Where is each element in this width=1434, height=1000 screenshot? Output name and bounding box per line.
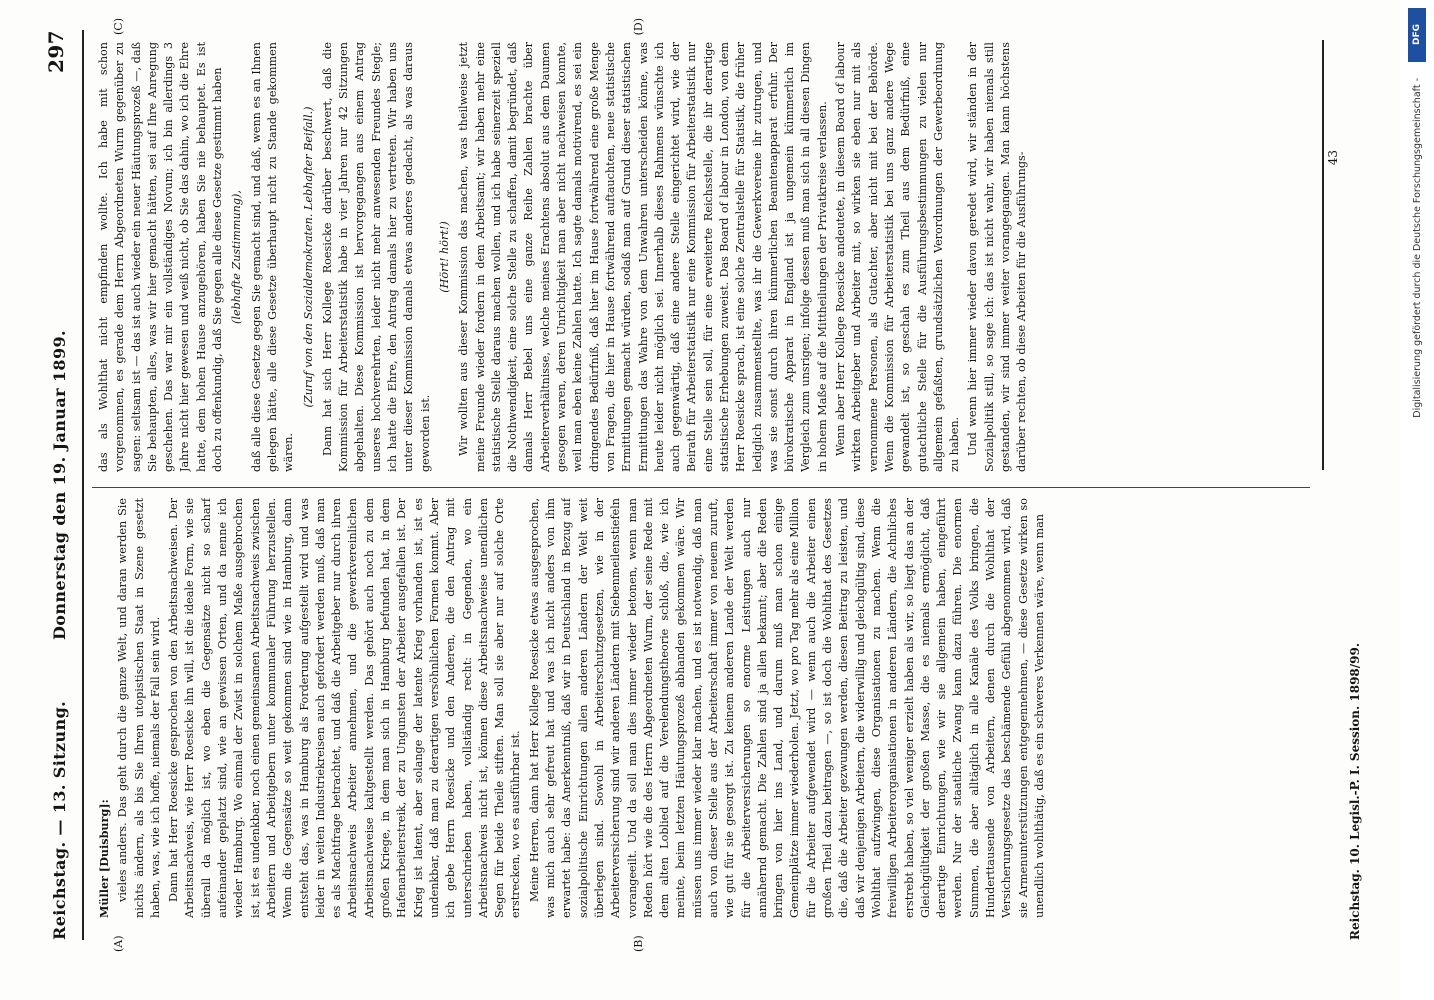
credit-text: Digitalisierung gefördert durch die Deutsche Forschungsgemeinschaft - (1412, 78, 1423, 418)
page-number: 297 (44, 30, 68, 73)
margin-letter-c: (C) (112, 18, 125, 35)
right-column (96, 42, 1290, 472)
paragraph: Dann hat Herr Roesicke gesprochen von den Arbeitsnachweisen. Der Arbeitsnachweis, wie Herr Roesicke ihn will, ist die ideale Form, wie sie überall da möglich ist, wo eben die Gegensätze nicht so scharf aufeinander geplatzt sind, wie an gewissen Orten, und da nenne ich wieder Hamburg. Wo einmal der Zwist in solchem Maße ausgebrochen ist, ist es undenkbar, noch einen gemeinsamen Arbeitsnachweis zwischen Arbeitern und Arbeitgebern unter kommunaler Führung herzustellen. Wenn die Gegensätze so weit gekommen sind wie in Hamburg, dann entsteht das, was in Hamburg als Forderung aufgestellt wird und was leider in weiten Industriekreisen auch gefordert werden muß, daß man es als Machtfrage betrachtet, und daß die Arbeitgeber nur durch ihren Arbeitsnachweis Arbeiter annehmen, und die gewerkvereinlichen Arbeitsnachweise kaltgestellt werden. Das gehört auch noch zu dem großen Kriege, in dem man sich in Hamburg befunden hat, in dem Hafenarbeiterstreik, der zu Ungunsten der Arbeiter ausgefallen ist. Der Krieg ist latent, aber solange der latente Krieg vorhanden ist, ist es undenkbar, daß man zu derartigen versöhnlichen Formen kommt. Aber ich gebe Herrn Roesicke und den Anderen, die den Antrag mit unterschrieben haben, vollständig recht: in Gegenden, wo ein Arbeitsnachweis nicht ist, können diese Arbeitsnachweise unendlichen Segen für beide Theile stiften. Man soll sie aber nur auf solche Orte erstrecken, wo es ausführbar ist. (167, 498, 523, 918)
signature-number: 43 (1326, 150, 1340, 166)
header-date: Donnerstag den 19. Januar 1899. (50, 330, 69, 640)
interjection: (Hört! hört!) (437, 221, 451, 293)
paragraph: daß alle diese Gesetze gegen Sie gemacht sind, und daß, wenn es an Ihnen gelegen hätte, alle diese Gesetze überhaupt nicht zu Stande gekommen wären. (249, 42, 296, 472)
margin-letter-a: (A) (112, 935, 125, 952)
paragraph: Dann hat sich Herr Kollege Roesicke darüber beschwert, daß die Kommission für Arbeiterstatistik habe in vier Jahren nur 42 Sitzungen abgehalten. Diese Kommission ist hervorgegangen aus einem Antrag unseres hochverehrten, leider nicht mehr anwesenden Freundes Stegle; ich hatte die Ehre, den Antrag damals hier zu vertreten. Wir haben uns unter dieser Kommission damals etwas anderes gedacht, als was daraus geworden ist. (320, 42, 432, 472)
digitization-credit (1404, 8, 1432, 992)
page-header (44, 30, 80, 940)
speaker-name: Müller [Duisburg]: (97, 799, 111, 918)
header-session: Reichstag. — 13. Sitzung. (50, 700, 69, 940)
margin-letter-b: (B) (632, 935, 645, 952)
paragraph: Und wenn hier immer wieder davon geredet wird, wir ständen in der Sozialpolitik still, so sage ich: das ist nicht wahr, wir haben niemals still gestanden, wir sind immer weiter vorangegangen. Man kann höchstens darüber rechten, ob diese Arbeiten für die Ausführungs- (966, 42, 1029, 472)
paragraph: Wenn aber Herr Kollege Roesicke andeutete, in diesem Board of labour wirkten Arbeitgeber und Arbeiter mit, so wirken sie eben nur mit als vernommene Personen, als Gutachter, aber nicht mit bei der Behörde. Wenn die Kommission für Arbeiterstatistik bei uns ganz andere Wege gewandelt ist, so geschah es zum Theil aus dem Bedürfniß, eine gutachtliche Stelle für die Ausführungsbestimmungen zu vielen nur allgemein gefaßten, grundsätzlichen Verordnungen der Gewerbeordnung zu haben. (834, 42, 962, 472)
column-divider (92, 487, 1310, 488)
bottom-rule (1322, 40, 1324, 470)
margin-letter-d: (D) (632, 18, 645, 36)
dfg-logo (1408, 8, 1426, 62)
paragraph: vieles anders. Das geht durch die ganze Welt, und daran werden Sie nichts ändern, als bis Sie Ihren utopistischen Staat in Szene gesetzt haben, was, wie ich hoffe, niemals der Fall sein wird. (116, 498, 162, 918)
header-rule (82, 30, 84, 940)
left-column (96, 498, 1290, 918)
paragraph: Wir wollten aus dieser Kommission das machen, was theilweise jetzt meine Freunde wieder fordern in dem Arbeitsamt; wir haben mehr eine statistische Stelle daraus machen wollen, und ich habe seinerzeit speziell die Nothwendigkeit, eine solche Stelle zu schaffen, damit begründet, daß damals Herr Bebel uns eine ganze Reihe Zahlen brachte über Arbeiterverhältnisse, welche meines Erachtens absolut aus dem Daumen gesogen waren, deren Unrichtigkeit man aber nicht nachweisen konnte, weil man eben keine Zahlen hatte. Ich sagte damals motivirend, es sei ein dringendes Bedürfniß, daß hier im Hause fortwährend eine große Menge von Fragen, die hier in Hause fortwährend auftauchten, neue statistische Ermittlungen gemacht würden, sodaß man auf Grund dieser statistischen Ermittlungen das Wahre von dem Unwahren unterscheiden könne, was heute leider nicht möglich sei. Innerhalb dieses Rahmens wünschte ich auch gegenwärtig, daß eine andere Stelle eingerichtet wird, wie der Beirath für Arbeiterstatistik nur eine Kommission für Arbeiterstatistik nur eine Stelle sein soll, für eine erweiterte Reichsstelle, die ihr derartige statistische Erhebungen zuweist. Das Board of labour in London, von dem Herr Roesicke sprach, ist eine solche Zentralstelle für Statistik, die früher lediglich zusammenstellte, was ihr die Gewerkvereine ihr zutrugen, und was sie sonst durch ihren kümmerlichen Beamtenapparat erfuhr. Der bürokratische Apparat in England ist ja ungemein kümmerlich im Vergleich zum unsrigen; infolge dessen muß man sich in all diesen Dingen in hohem Maße auf die Mittheilungen der Privatkreise verlassen. (457, 42, 829, 472)
paragraph: Meine Herren, dann hat Herr Kollege Roesicke etwas ausgesprochen, was mich auch sehr gefreut hat und was ich nicht anders von ihm erwartet habe: das Anerkenntniß, daß wir in Deutschland in Bezug auf sozialpolitische Einrichtungen allen anderen Ländern der Welt weit überlegen sind. Sowohl in Arbeiterschutzgesetzen, wie in der Arbeiterversicherung sind wir anderen Ländern mit Siebenmeilenstiefeln vorangeeilt. Und da soll man dies immer wieder betonen, wenn man Reden hört wie die des Herrn Abgeordneten Wurm, der seine Rede mit dem alten Loblied auf die Verelendungstheorie schloß, die, wie ich meinte, beim letzten Häutungsprozeß abhanden gekommen wäre. Wir müssen uns immer wieder klar machen, und es ist notwendig, daß man auch von dieser Stelle aus der Arbeiterschaft immer von neuem zuruft, wie gut für sie gesorgt ist. Zu keinem anderen Lande der Welt werden für die Arbeiterversicherungen so enorme Leistungen auch nur annähernd gemacht. Die Zahlen sind ja allen bekannt; aber die Reden bringen von hier ins Land, und darum muß man schon einige Gemeinplätze immer wiederholen. Jetzt, wo pro Tag mehr als eine Million für die Arbeiter aufgewendet wird — wenn auch die Arbeiter einen großen Theil dazu beitragen —, so ist doch die Wohlthat des Gesetzes die, daß die Arbeiter gezwungen werden, diesen Beitrag zu leisten, und daß wir denjenigen Arbeitern, die widerwillig und gleichgültig sind, diese Wohlthat aufzwingen, diese Organisationen zu machen. Wenn die freiwilligen Arbeiterorganisationen in anderen Ländern, die Achnliches erstrebt haben, so viel weniger erzielt haben als wir, so liegt das an der Gleichgültigkeit der großen Masse, die es niemals ermöglicht, daß derartige Einrichtungen, wie wir sie allgemein haben, eingeführt werden. Nur der staatliche Zwang kann dazu führen. Die enormen Summen, die aber alltäglich in alle Kanäle des Volks bringen, die Hunderttausende von Arbeitern, denen durch die Wohlthat der Versicherungsgesetze das beschämende Gefühl abgenommen wird, daß sie Armenunterstützungen entgegennehmen, — diese Gesetze wirken so unendlich wohlthätig, daß es ein schweres Verkennen wäre, wenn man (527, 498, 1046, 918)
interjection: (lebhafte Zustimmung), (230, 190, 244, 324)
paragraph: das als Wohlthat nicht empfinden wollte. Ich habe mit schon vorgenommen, es gerade dem Herrn Abgeordneten Wurm gegenüber zu sagen: seltsam ist — das ist auch wieder ein neuer Häutungsprozeß —, daß Sie behaupten, alles, was wir hier gemacht hätten, sei auf Ihre Anregung geschehen. Das war mir ein vollständiges Novum; ich bin allerdings 3 Jahre nicht hier gewesen und weiß nicht, ob Sie das dahin, wo ich die Ehre hatte, dem hohen Hause anzugehören, haben Sie nie behauptet. Es ist doch zu offenkundig, daß Sie gegen alle diese Gesetze gestimmt haben (97, 42, 225, 472)
speaker-line (96, 498, 113, 918)
page-footer: Reichstag. 10. Legisl.-P. I. Session. 1898/99. (1348, 642, 1362, 940)
dfg-logo-text: DFG (1412, 24, 1422, 46)
interjection: (Zuruf von den Sozialdemokraten. Lebhafter Beifall.) (301, 106, 315, 408)
